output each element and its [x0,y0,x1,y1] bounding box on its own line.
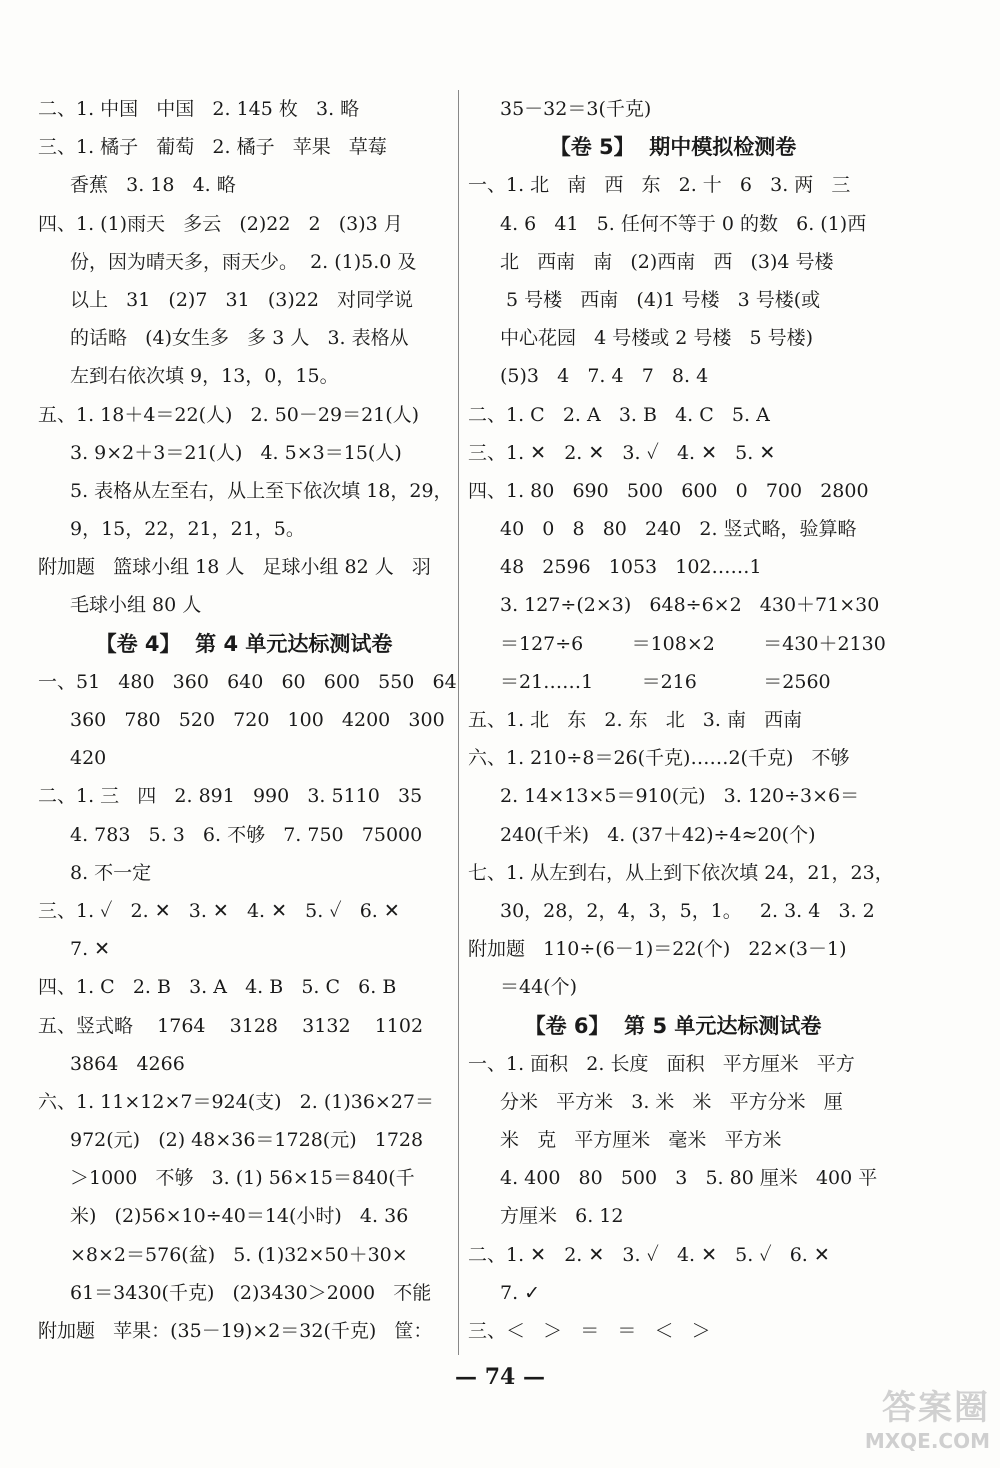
answer-line: 香蕉 3. 18 4. 略 [70,174,236,197]
answer-line: 一、1. 北 南 西 东 2. 十 6 3. 两 三 [468,174,851,197]
left-column [38,90,457,1350]
watermark [840,1380,990,1460]
answer-line: 30，28，2，4，3，5，1。 2. 3. 4 3. 2 [500,899,875,922]
answer-line: 二、1. 中国 中国 2. 145 枚 3. 略 [38,98,360,120]
answer-line: ＝127÷6 ＝108×2 ＝430＋2130 [500,632,886,655]
answer-line: 一、51 480 360 640 60 600 550 64 [38,670,457,693]
answer-line: 附加题 110÷(6－1)＝22(个) 22×(3－1) [468,938,847,961]
answer-line: 中心花园 4 号楼或 2 号楼 5 号楼) [500,327,814,350]
watermark-logo: 答案圈 [882,1388,990,1428]
section-heading: 【卷 4】 第 4 单元达标测试卷 [95,631,393,656]
answer-line: 61＝3430(千克) (2)3430＞2000 不能 [70,1281,432,1304]
section-heading: 【卷 6】 第 5 单元达标测试卷 [524,1013,822,1038]
answer-line: 8. 不一定 [70,861,152,884]
answer-line: 五、竖式略 1764 3128 3132 1102 [38,1014,424,1037]
page-number: — 74 — [455,1364,545,1390]
answer-line: 附加题 苹果：(35－19)×2＝32(千克) 筐： [38,1320,433,1342]
answer-line: 5. 表格从左至右，从上至下依次填 18，29， [70,479,453,502]
answer-line: 二、1. ✕ 2. ✕ 3. ✓ 4. ✕ 5. ✓ 6. ✕ [468,1243,830,1266]
answer-line: 米 克 平方厘米 毫米 平方米 [500,1129,782,1152]
answer-line: 分米 平方米 3. 米 米 平方分米 厘 [500,1090,843,1113]
answer-line: 左到右依次填 9，13，0，15。 [70,365,339,388]
answer-line: 7. ✕ [70,938,111,961]
answer-line: 方厘米 6. 12 [500,1205,624,1228]
answer-line: 35－32＝3(千克) [500,98,652,120]
answer-line: 40 0 8 80 240 2. 竖式略，验算略 [500,518,857,541]
answer-line: ＞1000 不够 3. (1) 56×15＝840(千 [70,1167,415,1190]
answer-line: (5)3 4 7. 4 7 8. 4 [500,365,709,388]
answer-line: 五、1. 18＋4＝22(人) 2. 50－29＝21(人) [38,403,420,426]
answer-line: 六、1. 210÷8＝26(千克)……2(千克) 不够 [468,747,850,770]
answer-line: 4. 783 5. 3 6. 不够 7. 750 75000 [70,823,423,846]
answer-line: 六、1. 11×12×7＝924(支) 2. (1)36×27＝ [38,1090,435,1113]
section-heading: 【卷 5】 期中模拟检测卷 [549,135,797,160]
answer-line: 一、1. 面积 2. 长度 面积 平方厘米 平方 [468,1052,855,1075]
answer-line: 三、1. ✓ 2. ✕ 3. ✕ 4. ✕ 5. ✓ 6. ✕ [38,899,400,922]
answer-line: 份，因为晴天多，雨天少。 2. (1)5.0 及 [70,250,417,273]
answer-line: 7. ✓ [500,1281,541,1304]
answer-line: 3864 4266 [70,1052,185,1075]
answer-line: 4. 400 80 500 3 5. 80 厘米 400 平 [500,1167,878,1190]
answer-line: 以上 31 (2)7 31 (3)22 对同学说 [70,288,414,311]
answer-line: 五、1. 北 东 2. 东 北 3. 南 西南 [468,709,803,731]
answer-line: 附加题 篮球小组 18 人 足球小组 82 人 羽 [38,556,431,579]
answer-line: 三、＜ ＞ ＝ ＝ ＜ ＞ [468,1320,711,1342]
answer-line: 4. 6 41 5. 任何不等于 0 的数 6. (1)西 [500,212,867,235]
answer-line: 420 [70,747,107,770]
answer-line: 9，15，22，21，21，5。 [70,518,305,541]
answer-line: 3. 9×2＋3＝21(人) 4. 5×3＝15(人) [70,441,402,464]
column-divider [458,90,459,1355]
answer-line: 三、1. ✕ 2. ✕ 3. ✓ 4. ✕ 5. ✕ [468,441,776,464]
answer-line: 四、1. (1)雨天 多云 (2)22 2 (3)3 月 [38,212,403,235]
answer-line: 3. 127÷(2×3) 648÷6×2 430＋71×30 [500,594,880,617]
answer-line: 三、1. 橘子 葡萄 2. 橘子 苹果 草莓 [38,136,387,159]
answer-line: ×8×2＝576(盆) 5. (1)32×50＋30× [70,1243,408,1266]
watermark-url: MXQE.COM [864,1429,990,1453]
answer-line: 四、1. C 2. B 3. A 4. B 5. C 6. B [38,976,397,999]
answer-line: 二、1. 三 四 2. 891 990 3. 5110 35 [38,785,423,808]
right-column [468,90,894,1350]
answer-line: 5 号楼 西南 (4)1 号楼 3 号楼(或 [500,288,821,311]
answer-line: 360 780 520 720 100 4200 300 [70,709,445,731]
answer-line: ＝44(个) [500,976,578,999]
answer-line: 2. 14×13×5＝910(元) 3. 120÷3×6＝ [500,785,860,808]
answer-line: 七、1. 从左到右，从上到下依次填 24，21，23， [468,861,894,884]
answer-line: 四、1. 80 690 500 600 0 700 2800 [468,479,869,502]
answer-line: 毛球小组 80 人 [70,594,202,617]
answer-line: 972(元) (2) 48×36＝1728(元) 1728 [70,1129,424,1152]
answer-line: 48 2596 1053 102……1 [500,556,762,579]
answer-line: 米) (2)56×10÷40＝14(小时) 4. 36 [70,1205,409,1228]
answer-line: 的话略 (4)女生多 多 3 人 3. 表格从 [70,327,409,350]
answer-line: 二、1. C 2. A 3. B 4. C 5. A [468,403,770,426]
answer-line: 北 西南 南 (2)西南 西 (3)4 号楼 [500,250,834,273]
answer-line: ＝21……1 ＝216 ＝2560 [500,670,831,693]
answer-line: 240(千米) 4. (37＋42)÷4≈20(个) [500,823,816,846]
